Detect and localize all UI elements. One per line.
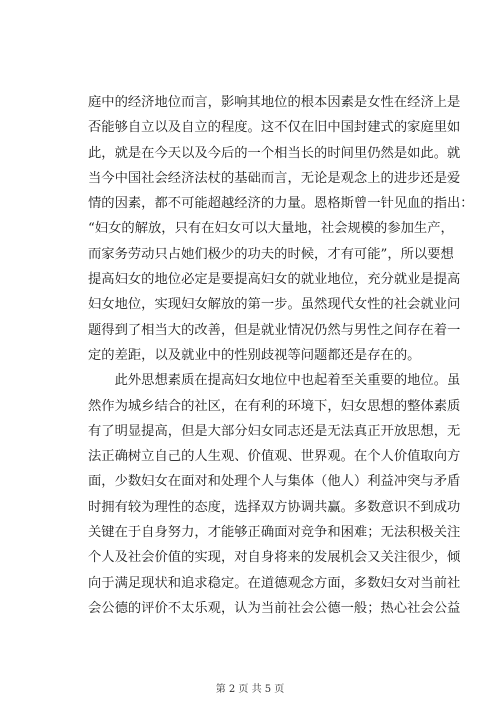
text-line: “妇女的解放，只有在妇女可以大量地，社会规模的参加生产， xyxy=(88,221,454,237)
text-line: 当今中国社会经济法杖的基础而言，无论是观念上的进步还是爱 xyxy=(88,170,461,186)
text-line: 面，少数妇女在面对和处理个人与集体（他人）利益冲突与矛盾 xyxy=(88,474,461,490)
page-number-footer: 第 2 页 共 5 页 xyxy=(215,684,285,695)
text-line: 否能够自立以及自立的程度。这不仅在旧中国封建式的家庭里如 xyxy=(88,120,461,136)
text-line: 妇女地位，实现妇女解放的第一步。虽然现代女性的社会就业问 xyxy=(88,297,461,313)
text-line: 情的因素，都不可能超越经济的力量。恩格斯曾一针见血的指出： xyxy=(88,196,474,212)
text-line: 此，就是在今天以及今后的一个相当长的时间里仍然是如此。就 xyxy=(88,145,461,161)
text-line: 庭中的经济地位而言，影响其地位的根本因素是女性在经济上是 xyxy=(88,95,461,110)
text-line: 有了明显提高，但是大部分妇女同志还是无法真正开放思想，无 xyxy=(88,423,461,439)
text-line: 会公德的评价不太乐观，认为当前社会公德一般；热心社会公益 xyxy=(88,600,461,616)
text-line: 题得到了相当大的改善，但是就业情况仍然与男性之间存在着一 xyxy=(88,322,461,338)
body-text xyxy=(88,90,474,621)
text-line: 时拥有较为理性的态度，选择双方协调共赢。多数意识不到成功 xyxy=(88,499,461,515)
text-line: 而家务劳动只占她们极少的功夫的时候，才有可能”，所以要想 xyxy=(88,246,454,262)
text-line: 关键在于自身努力，才能够正确面对竞争和困难；无法积极关注 xyxy=(88,525,461,541)
text-line: 定的差距，以及就业中的性别歧视等问题都还是存在的。 xyxy=(88,347,421,363)
text-line: 提高妇女的地位必定是要提高妇女的就业地位，充分就业是提高 xyxy=(88,272,461,288)
text-line: 向于满足现状和追求稳定。在道德观念方面，多数妇女对当前社 xyxy=(88,575,461,591)
text-line: 然作为城乡结合的社区，在有利的环境下，妇女思想的整体素质 xyxy=(88,398,461,414)
text-line: 个人及社会价值的实现，对自身将来的发展机会又关注很少，倾 xyxy=(88,550,461,566)
text-line: 法正确树立自己的人生观、价值观、世界观。在个人价值取向方 xyxy=(88,449,461,465)
text-line: 此外思想素质在提高妇女地位中也起着至关重要的地位。虽 xyxy=(88,373,461,389)
